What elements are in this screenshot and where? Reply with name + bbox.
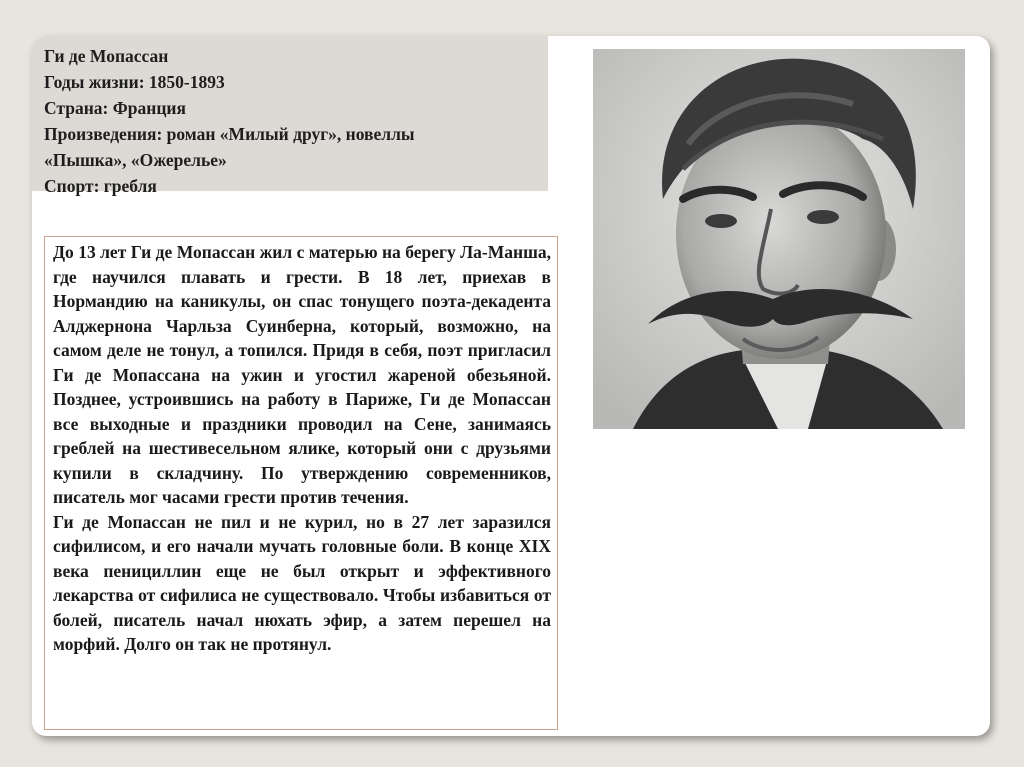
author-portrait bbox=[593, 49, 965, 429]
biography-paragraph-1: До 13 лет Ги де Мопассан жил с матерью на берегу Ла-Манша, где научился плавать и грести. В 18 лет, приехав в Нормандию на каникулы, он спас тонущего поэта-декадента Алджернона Чарльза Суинберна, который, возможно, на самом деле не тонул, а топился. Придя в себя, поэт пригласил Ги де Мопассана на ужин и угостил жареной обезьяной. Позднее, устроившись на работу в Париже, Ги де Мопассан все выходные и праздники проводил на Сене, занимаясь греблей на шестивесельном ялике, который они с друзьями купили в складчину. По утверждению современников, писатель мог часами грести против течения. bbox=[53, 242, 551, 507]
country: Страна: Франция bbox=[44, 98, 186, 118]
sport: Спорт: гребля bbox=[44, 176, 157, 196]
works-line-2: «Пышка», «Ожерелье» bbox=[44, 150, 227, 170]
author-name: Ги де Мопассан bbox=[44, 46, 169, 66]
portrait-illustration bbox=[593, 49, 965, 429]
biography-box bbox=[44, 236, 558, 730]
life-years: Годы жизни: 1850-1893 bbox=[44, 72, 225, 92]
biography-paragraph-2: Ги де Мопассан не пил и не курил, но в 27 лет заразился сифилисом, и его начали мучать головные боли. В конце XIX века пенициллин еще не был открыт и эффективного лекарства от сифилиса не существовало. Чтобы избавиться от болей, писатель начал нюхать эфир, а затем перешел на морфий. Долго он так не протянул. bbox=[53, 511, 551, 654]
works-line-1: Произведения: роман «Милый друг», новеллы bbox=[44, 124, 415, 144]
info-box bbox=[32, 36, 548, 196]
